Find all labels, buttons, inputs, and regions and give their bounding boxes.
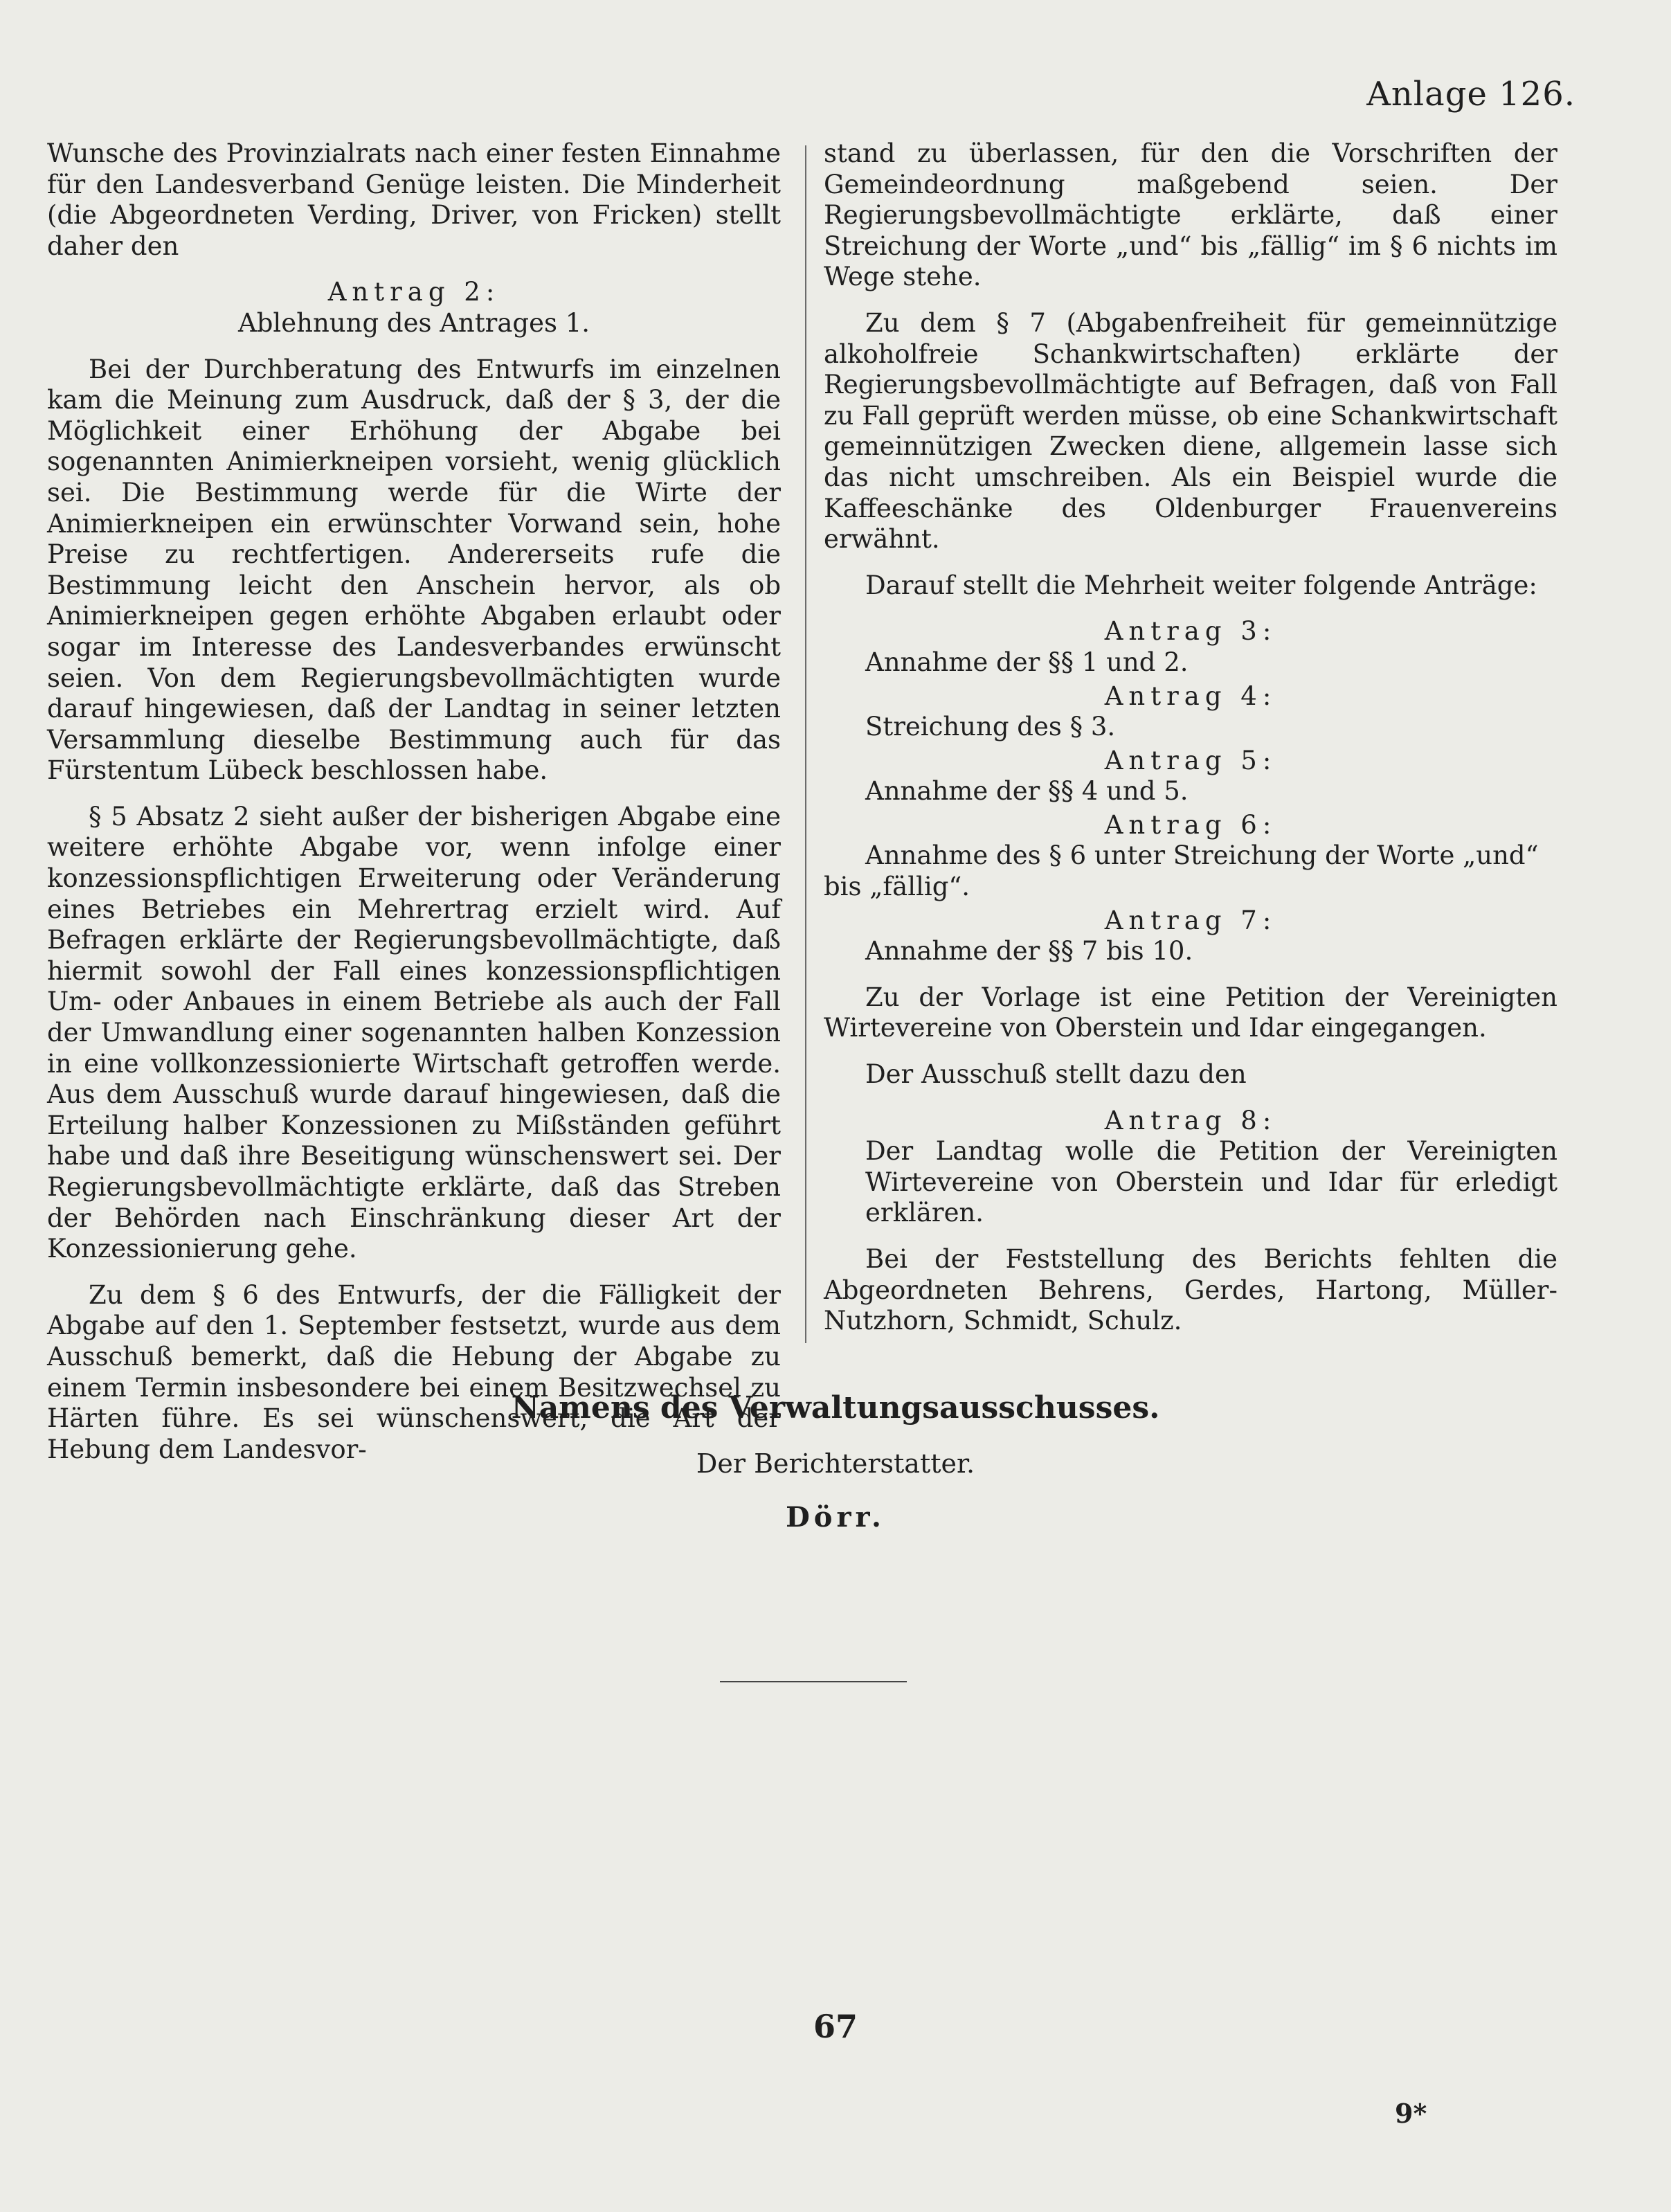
motion-title: Antrag 4: [1104,681,1277,711]
motion-text: Der Landtag wolle die Petition der Vereinigten Wirtevereine von Oberstein und Idar für erledigt erklären. [865,1136,1557,1228]
motion-text: Annahme der §§ 1 und 2. [865,647,1189,677]
paragraph: Bei der Feststellung des Berichts fehlten die Abgeordneten Behrens, Gerdes, Hartong, Müller-Nutzhorn, Schmidt, Schulz. [824,1244,1557,1336]
motion-title: Antrag 2: [327,277,500,307]
paragraph: Zu der Vorlage ist eine Petition der Vereinigten Wirtevereine von Oberstein und Idar eingegangen. [824,982,1557,1043]
signature-role: Der Berichterstatter. [696,1448,975,1479]
motion-title: Antrag 3: [1104,616,1277,647]
motion-title: Antrag 7: [1104,905,1277,935]
page-number: 67 [813,2008,858,2045]
motion-block [47,277,781,339]
right-column [824,138,1557,1352]
paragraph: stand zu überlassen, für den die Vorschriften der Gemeindeordnung maßgebend seien. Der Regierungsbevollmächtigte erklärte, daß einer Streichung der Worte „und“ bis „fällig“ im § 6 nichts im Wege stehe. [824,138,1557,292]
paragraph: Darauf stellt die Mehrheit weiter folgende Anträge: [865,570,1537,600]
annex-label: Anlage 126. [1366,75,1575,114]
signature-name: Dörr. [786,1501,885,1534]
motion-title: Antrag 6: [1104,809,1277,840]
paragraph: § 5 Absatz 2 sieht außer der bisherigen Abgabe eine weitere erhöhte Abgabe vor, wenn infolge einer konzessionspflichtigen Erweiterung oder Veränderung eines Betriebes ein Mehrertrag erzielt wird. Auf Befragen erklärte der Regierungsbevollmächtigte, daß hiermit sowohl der Fall eines konzessionspflichtigen Um- oder Anbaues in einem Betriebe als auch der Fall der Umwandlung einer sogenannten halben Konzession in eine vollkonzessionierte Wirtschaft getroffen werde. Aus dem Ausschuß wurde darauf hingewiesen, daß die Erteilung halber Konzessionen zu Mißständen geführt habe und daß ihre Beseitigung wünschenswert sei. Der Regierungsbevollmächtigte erklärte, daß das Streben der Behörden nach Einschränkung dieser Art der Konzessionierung gehe. [47,801,781,1264]
paragraph: Der Ausschuß stellt dazu den [865,1059,1247,1090]
paragraph: Zu dem § 6 des Entwurfs, der die Fälligkeit der Abgabe auf den 1. September festsetzt, wurde aus dem Ausschuß bemerkt, daß die Hebung der Abgabe zu einem Termin insbesondere bei einem Besitzwechsel zu Härten führe. Es sei wünschenswert, die Art der Hebung dem Landesvor- [47,1279,781,1464]
motion-text: Ablehnung des Antrages 1. [237,307,590,338]
motion-text: Streichung des § 3. [865,712,1116,742]
paragraph: Wunsche des Provinzialrats nach einer festen Einnahme für den Landesverband Genüge leisten. Die Minderheit (die Abgeordneten Verding, Driver, von Fricken) stellt daher den [47,138,781,261]
motion-text: Annahme des § 6 unter Streichung der Worte „und“ bis „fällig“. [824,840,1539,902]
paragraph: Bei der Durchberatung des Entwurfs im einzelnen kam die Meinung zum Ausdruck, daß der § 3, der die Möglichkeit einer Erhöhung der Abgabe bei sogenannten Animierkneipen vorsieht, wenig glücklich sei. Die Bestimmung werde für die Wirte der Animierkneipen ein erwünschter Vorwand sein, hohe Preise zu rechtfertigen. Andererseits rufe die Bestimmung leicht den Anschein hervor, als ob Animierkneipen gegen erhöhte Abgaben erlaubt oder sogar im Interesse des Landesverbandes erwünscht seien. Von dem Regierungsbevollmächtigten wurde darauf hingewiesen, daß der Landtag in seiner letzten Versammlung dieselbe Bestimmung auch für das Fürstentum Lübeck beschlossen habe. [47,354,781,786]
motion-title: Antrag 8: [1104,1105,1277,1135]
left-column [47,138,781,1480]
signature-mark: 9* [1395,2098,1427,2129]
signature-organization: Namens des Verwaltungsausschusses. [511,1390,1160,1426]
separator-rule [720,1681,907,1682]
motion-text: Annahme der §§ 4 und 5. [865,776,1189,807]
paragraph: Zu dem § 7 (Abgabenfreiheit für gemeinnützige alkoholfreie Schankwirtschaften) erklärte der Regierungsbevollmächtigte auf Befragen, daß von Fall zu Fall geprüft werden müsse, ob eine Schankwirtschaft gemeinnützigen Zwecken diene, allgemein lasse sich das nicht umschreiben. Als ein Beispiel wurde die Kaffeeschänke des Oldenburger Frauenvereins erwähnt. [824,307,1557,555]
column-divider [805,145,806,1343]
motion-text: Annahme der §§ 7 bis 10. [865,936,1193,966]
motion-list [824,616,1557,967]
motion-block [824,1106,1557,1229]
motion-title: Antrag 5: [1104,745,1277,775]
